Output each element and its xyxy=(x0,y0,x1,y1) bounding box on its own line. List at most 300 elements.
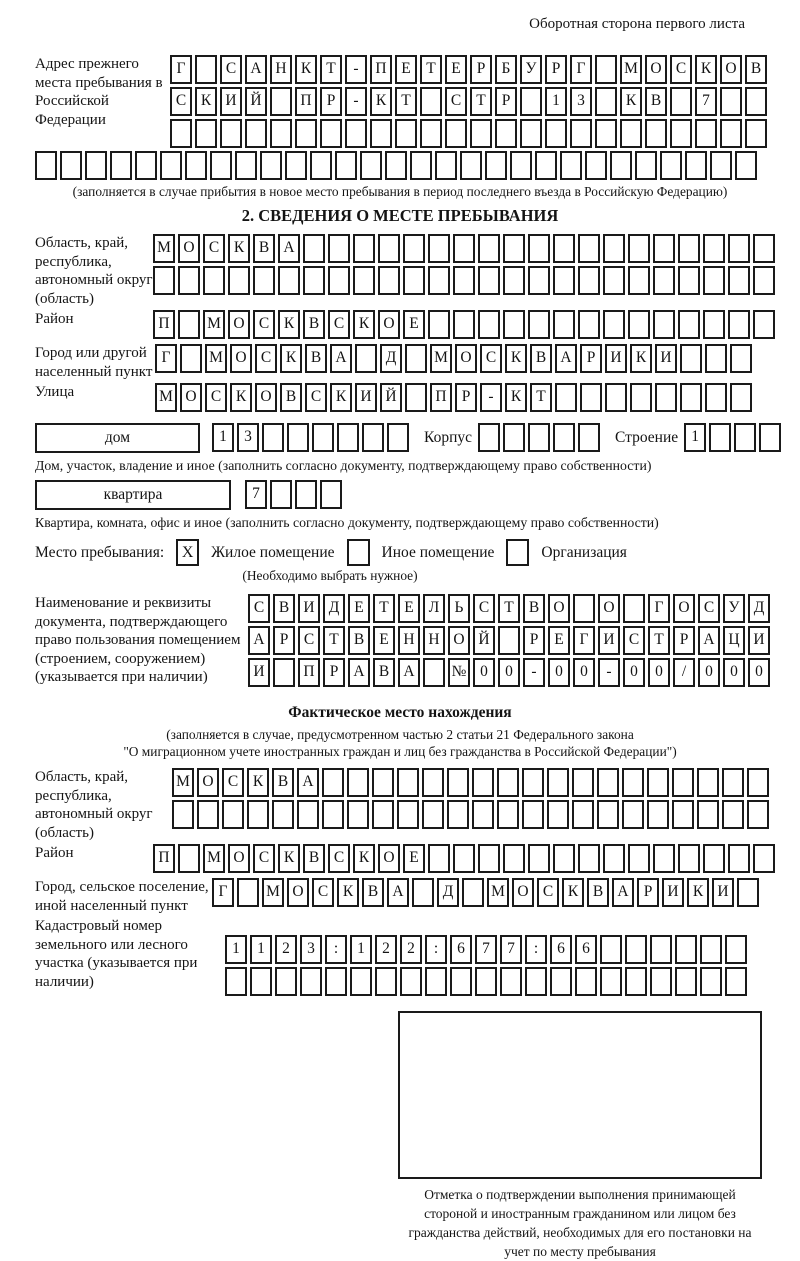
prev-address-note: (заполняется в случае прибытия в новое место пребывания в период последнего въезда в Российскую Федерацию) xyxy=(72,184,728,199)
char-cell: С xyxy=(220,55,242,84)
char-cell xyxy=(447,768,469,797)
house-box: дом xyxy=(35,423,200,453)
char-cell xyxy=(628,234,650,263)
actual-location-title: Фактическое место нахождения xyxy=(288,704,512,721)
char-cell: А xyxy=(555,344,577,373)
char-cell: С xyxy=(623,626,645,655)
char-cell xyxy=(322,800,344,829)
char-cell xyxy=(475,967,497,996)
char-cell: Р xyxy=(673,626,695,655)
stay-option-other-checkbox xyxy=(347,539,370,566)
char-cell xyxy=(170,119,192,148)
char-cell xyxy=(478,844,500,873)
char-cell xyxy=(403,234,425,263)
char-cell: - xyxy=(345,55,367,84)
char-cell: М xyxy=(620,55,642,84)
char-cell: О xyxy=(287,878,309,907)
document-row-1 xyxy=(248,594,773,623)
apartment-box: квартира xyxy=(35,480,231,510)
char-cell: А xyxy=(387,878,409,907)
char-cell xyxy=(478,234,500,263)
region-row-2 xyxy=(153,266,778,295)
char-cell xyxy=(270,87,292,116)
char-cell: 0 xyxy=(498,658,520,687)
char-cell: Р xyxy=(455,383,477,412)
char-cell: И xyxy=(748,626,770,655)
char-cell xyxy=(328,266,350,295)
char-cell: С xyxy=(253,844,275,873)
char-cell: И xyxy=(712,878,734,907)
char-cell xyxy=(500,967,522,996)
char-cell xyxy=(722,768,744,797)
char-cell xyxy=(347,768,369,797)
char-cell xyxy=(522,768,544,797)
char-cell xyxy=(678,234,700,263)
char-cell: К xyxy=(278,310,300,339)
char-cell xyxy=(622,768,644,797)
char-cell: И xyxy=(605,344,627,373)
char-cell xyxy=(453,234,475,263)
street-field xyxy=(35,383,780,415)
actual-region-cells xyxy=(172,768,772,832)
char-cell xyxy=(580,383,602,412)
korpus-cells xyxy=(478,423,603,452)
char-cell: И xyxy=(655,344,677,373)
char-cell: С xyxy=(298,626,320,655)
char-cell xyxy=(595,87,617,116)
char-cell: В xyxy=(272,768,294,797)
char-cell xyxy=(503,844,525,873)
char-cell: А xyxy=(278,234,300,263)
char-cell xyxy=(700,935,722,964)
char-cell xyxy=(180,344,202,373)
char-cell xyxy=(362,423,384,452)
char-cell: И xyxy=(598,626,620,655)
char-cell xyxy=(378,234,400,263)
actual-region-row-1 xyxy=(172,768,772,797)
char-cell: - xyxy=(523,658,545,687)
char-cell xyxy=(728,310,750,339)
char-cell xyxy=(360,151,382,180)
char-cell xyxy=(453,844,475,873)
char-cell xyxy=(135,151,157,180)
char-cell xyxy=(528,423,550,452)
char-cell xyxy=(628,310,650,339)
char-cell: О xyxy=(255,383,277,412)
char-cell xyxy=(303,234,325,263)
region-label: Область, край, республика, автономный округ (область) xyxy=(35,235,153,307)
char-cell: К xyxy=(630,344,652,373)
char-cell xyxy=(478,423,500,452)
char-cell: 6 xyxy=(575,935,597,964)
char-cell: О xyxy=(512,878,534,907)
char-cell: О xyxy=(378,844,400,873)
char-cell: А xyxy=(398,658,420,687)
char-cell xyxy=(353,234,375,263)
char-cell xyxy=(528,310,550,339)
char-cell: - xyxy=(345,87,367,116)
char-cell xyxy=(734,423,756,452)
char-cell: К xyxy=(278,844,300,873)
char-cell xyxy=(485,151,507,180)
char-cell: О xyxy=(230,344,252,373)
char-cell xyxy=(528,234,550,263)
char-cell xyxy=(753,234,775,263)
char-cell: И xyxy=(298,594,320,623)
char-cell xyxy=(735,151,757,180)
char-cell: В xyxy=(373,658,395,687)
char-cell xyxy=(322,768,344,797)
char-cell: 0 xyxy=(723,658,745,687)
char-cell xyxy=(678,844,700,873)
char-cell xyxy=(670,119,692,148)
char-cell: П xyxy=(153,844,175,873)
char-cell xyxy=(275,967,297,996)
char-cell xyxy=(553,844,575,873)
char-cell: Р xyxy=(273,626,295,655)
char-cell: С xyxy=(328,844,350,873)
char-cell: Е xyxy=(373,626,395,655)
char-cell: О xyxy=(720,55,742,84)
actual-location-note-line2: "О миграционном учете иностранных граждан и лиц без гражданства в Российской Федерации") xyxy=(123,744,677,759)
char-cell xyxy=(653,310,675,339)
char-cell: Т xyxy=(530,383,552,412)
char-cell: 6 xyxy=(550,935,572,964)
stay-option-organization-checkbox xyxy=(506,539,529,566)
char-cell: 0 xyxy=(473,658,495,687)
char-cell: С xyxy=(698,594,720,623)
actual-location-note-line1: (заполняется в случае, предусмотренном частью 2 статьи 21 Федерального закона xyxy=(166,727,634,742)
char-cell: К xyxy=(505,383,527,412)
char-cell xyxy=(370,119,392,148)
char-cell: В xyxy=(362,878,384,907)
char-cell xyxy=(472,768,494,797)
char-cell: Е xyxy=(395,55,417,84)
confirmation-stamp-box xyxy=(398,1011,762,1179)
char-cell: К xyxy=(687,878,709,907)
char-cell xyxy=(310,151,332,180)
char-cell xyxy=(347,800,369,829)
char-cell: Е xyxy=(403,310,425,339)
char-cell: П xyxy=(153,310,175,339)
char-cell xyxy=(397,800,419,829)
char-cell: С xyxy=(445,87,467,116)
char-cell xyxy=(600,935,622,964)
char-cell: 2 xyxy=(275,935,297,964)
char-cell xyxy=(320,480,342,509)
char-cell: Е xyxy=(548,626,570,655)
char-cell: Р xyxy=(523,626,545,655)
char-cell: Г xyxy=(648,594,670,623)
char-cell: К xyxy=(228,234,250,263)
char-cell xyxy=(628,266,650,295)
char-cell: М xyxy=(430,344,452,373)
char-cell: Д xyxy=(437,878,459,907)
char-cell xyxy=(372,800,394,829)
char-cell: Г xyxy=(570,55,592,84)
char-cell xyxy=(595,55,617,84)
char-cell xyxy=(572,800,594,829)
char-cell xyxy=(610,151,632,180)
char-cell: М xyxy=(153,234,175,263)
char-cell: - xyxy=(598,658,620,687)
char-cell xyxy=(172,800,194,829)
char-cell: Р xyxy=(470,55,492,84)
char-cell xyxy=(423,658,445,687)
region-cells xyxy=(153,234,778,298)
char-cell: В xyxy=(303,844,325,873)
char-cell xyxy=(245,119,267,148)
char-cell: 7 xyxy=(695,87,717,116)
char-cell: Л xyxy=(423,594,445,623)
char-cell xyxy=(503,423,525,452)
char-cell: О xyxy=(180,383,202,412)
char-cell xyxy=(528,266,550,295)
char-cell xyxy=(595,119,617,148)
char-cell: - xyxy=(480,383,502,412)
char-cell xyxy=(495,119,517,148)
actual-district-row xyxy=(153,844,778,873)
char-cell xyxy=(178,266,200,295)
char-cell xyxy=(547,800,569,829)
char-cell xyxy=(225,967,247,996)
char-cell: Е xyxy=(348,594,370,623)
char-cell: С xyxy=(205,383,227,412)
char-cell: Д xyxy=(380,344,402,373)
char-cell: С xyxy=(312,878,334,907)
char-cell xyxy=(237,878,259,907)
char-cell: С xyxy=(222,768,244,797)
char-cell: К xyxy=(562,878,584,907)
actual-district-label: Район xyxy=(35,845,74,861)
char-cell xyxy=(110,151,132,180)
char-cell xyxy=(722,800,744,829)
char-cell xyxy=(753,266,775,295)
char-cell xyxy=(605,383,627,412)
char-cell xyxy=(647,800,669,829)
char-cell: А xyxy=(297,768,319,797)
char-cell: А xyxy=(348,658,370,687)
char-cell xyxy=(728,844,750,873)
char-cell: Д xyxy=(748,594,770,623)
char-cell xyxy=(295,480,317,509)
char-cell: С xyxy=(255,344,277,373)
char-cell xyxy=(703,234,725,263)
char-cell: Й xyxy=(380,383,402,412)
char-cell xyxy=(578,310,600,339)
char-cell xyxy=(428,266,450,295)
char-cell xyxy=(260,151,282,180)
char-cell: В xyxy=(305,344,327,373)
section2-title: 2. СВЕДЕНИЯ О МЕСТЕ ПРЕБЫВАНИЯ xyxy=(241,206,559,225)
prev-address-label: Адрес прежнего места пребывания в Российской Федерации xyxy=(35,56,163,128)
char-cell xyxy=(270,119,292,148)
char-cell xyxy=(410,151,432,180)
stay-place-field xyxy=(35,539,780,566)
char-cell: Т xyxy=(420,55,442,84)
document-cells xyxy=(248,594,773,690)
char-cell xyxy=(425,967,447,996)
char-cell xyxy=(253,266,275,295)
char-cell: Т xyxy=(320,55,342,84)
stay-place-label: Место пребывания: xyxy=(35,543,165,561)
char-cell xyxy=(653,234,675,263)
char-cell: О xyxy=(645,55,667,84)
char-cell: В xyxy=(253,234,275,263)
char-cell xyxy=(535,151,557,180)
cadastre-row-1 xyxy=(225,935,750,964)
char-cell: № xyxy=(448,658,470,687)
char-cell xyxy=(753,844,775,873)
char-cell xyxy=(600,967,622,996)
char-cell xyxy=(300,967,322,996)
char-cell xyxy=(178,310,200,339)
char-cell xyxy=(272,800,294,829)
actual-city-row xyxy=(212,878,762,907)
char-cell xyxy=(622,800,644,829)
char-cell xyxy=(675,967,697,996)
char-cell xyxy=(575,967,597,996)
char-cell: К xyxy=(280,344,302,373)
char-cell: В xyxy=(348,626,370,655)
char-cell xyxy=(428,310,450,339)
char-cell xyxy=(450,967,472,996)
char-cell: 1 xyxy=(684,423,706,452)
char-cell: С xyxy=(670,55,692,84)
char-cell: К xyxy=(230,383,252,412)
stroenie-label: Строение xyxy=(615,429,679,446)
char-cell: С xyxy=(480,344,502,373)
char-cell xyxy=(510,151,532,180)
cadastre-cells xyxy=(225,935,750,999)
char-cell xyxy=(573,594,595,623)
char-cell: К xyxy=(295,55,317,84)
char-cell xyxy=(503,234,525,263)
char-cell xyxy=(759,423,781,452)
char-cell xyxy=(709,423,731,452)
char-cell xyxy=(222,800,244,829)
char-cell xyxy=(247,800,269,829)
char-cell xyxy=(730,344,752,373)
char-cell: С xyxy=(203,234,225,263)
char-cell xyxy=(387,423,409,452)
char-cell: Ь xyxy=(448,594,470,623)
char-cell: : xyxy=(525,935,547,964)
char-cell xyxy=(625,967,647,996)
char-cell: 3 xyxy=(237,423,259,452)
char-cell: Й xyxy=(473,626,495,655)
char-cell: И xyxy=(248,658,270,687)
char-cell: К xyxy=(247,768,269,797)
char-cell xyxy=(378,266,400,295)
region-row-1 xyxy=(153,234,778,263)
char-cell: О xyxy=(598,594,620,623)
char-cell xyxy=(525,967,547,996)
char-cell: Р xyxy=(495,87,517,116)
char-cell xyxy=(400,967,422,996)
char-cell xyxy=(250,967,272,996)
char-cell: К xyxy=(505,344,527,373)
char-cell xyxy=(603,266,625,295)
char-cell: Н xyxy=(270,55,292,84)
char-cell xyxy=(603,234,625,263)
char-cell xyxy=(353,266,375,295)
char-cell: Г xyxy=(155,344,177,373)
char-cell xyxy=(725,935,747,964)
char-cell xyxy=(153,266,175,295)
actual-region-field xyxy=(35,768,780,842)
char-cell: А xyxy=(330,344,352,373)
cadastre-label: Кадастровый номер земельного или лесного участка (указывается при наличии) xyxy=(35,918,198,990)
stay-choice-note: (Необходимо выбрать нужное) xyxy=(242,568,418,583)
apartment-note: Квартира, комната, офис и иное (заполнить согласно документу, подтверждающему право собственности) xyxy=(35,515,659,530)
cadastre-field xyxy=(35,917,780,999)
char-cell xyxy=(228,266,250,295)
char-cell xyxy=(287,423,309,452)
char-cell xyxy=(623,594,645,623)
char-cell: Д xyxy=(323,594,345,623)
district-field xyxy=(35,310,780,342)
char-cell xyxy=(312,423,334,452)
char-cell: И xyxy=(355,383,377,412)
char-cell xyxy=(220,119,242,148)
char-cell: М xyxy=(203,844,225,873)
document-label: Наименование и реквизиты документа, подтверждающего право пользования помещением (строением, сооружением) (указывается при наличии) xyxy=(35,595,241,685)
char-cell: Г xyxy=(212,878,234,907)
char-cell xyxy=(445,119,467,148)
char-cell xyxy=(747,768,769,797)
char-cell xyxy=(720,119,742,148)
char-cell: К xyxy=(337,878,359,907)
document-field xyxy=(35,594,780,690)
char-cell: Т xyxy=(498,594,520,623)
char-cell: В xyxy=(587,878,609,907)
char-cell: 0 xyxy=(748,658,770,687)
char-cell: Н xyxy=(398,626,420,655)
char-cell xyxy=(697,768,719,797)
char-cell xyxy=(572,768,594,797)
char-cell: К xyxy=(620,87,642,116)
char-cell: С xyxy=(305,383,327,412)
char-cell xyxy=(195,119,217,148)
char-cell xyxy=(653,844,675,873)
char-cell xyxy=(628,844,650,873)
char-cell xyxy=(578,234,600,263)
char-cell xyxy=(547,768,569,797)
char-cell xyxy=(355,344,377,373)
char-cell: 2 xyxy=(375,935,397,964)
apartment-field xyxy=(35,480,780,512)
char-cell xyxy=(660,151,682,180)
char-cell: О xyxy=(197,768,219,797)
char-cell xyxy=(178,844,200,873)
actual-region-row-2 xyxy=(172,800,772,829)
char-cell: 0 xyxy=(573,658,595,687)
char-cell: С xyxy=(473,594,495,623)
char-cell: М xyxy=(262,878,284,907)
char-cell xyxy=(570,119,592,148)
char-cell xyxy=(560,151,582,180)
char-cell xyxy=(703,844,725,873)
char-cell: У xyxy=(723,594,745,623)
char-cell xyxy=(403,266,425,295)
char-cell: Т xyxy=(373,594,395,623)
char-cell: К xyxy=(353,844,375,873)
char-cell: С xyxy=(253,310,275,339)
char-cell xyxy=(545,119,567,148)
char-cell xyxy=(422,800,444,829)
char-cell: 1 xyxy=(350,935,372,964)
